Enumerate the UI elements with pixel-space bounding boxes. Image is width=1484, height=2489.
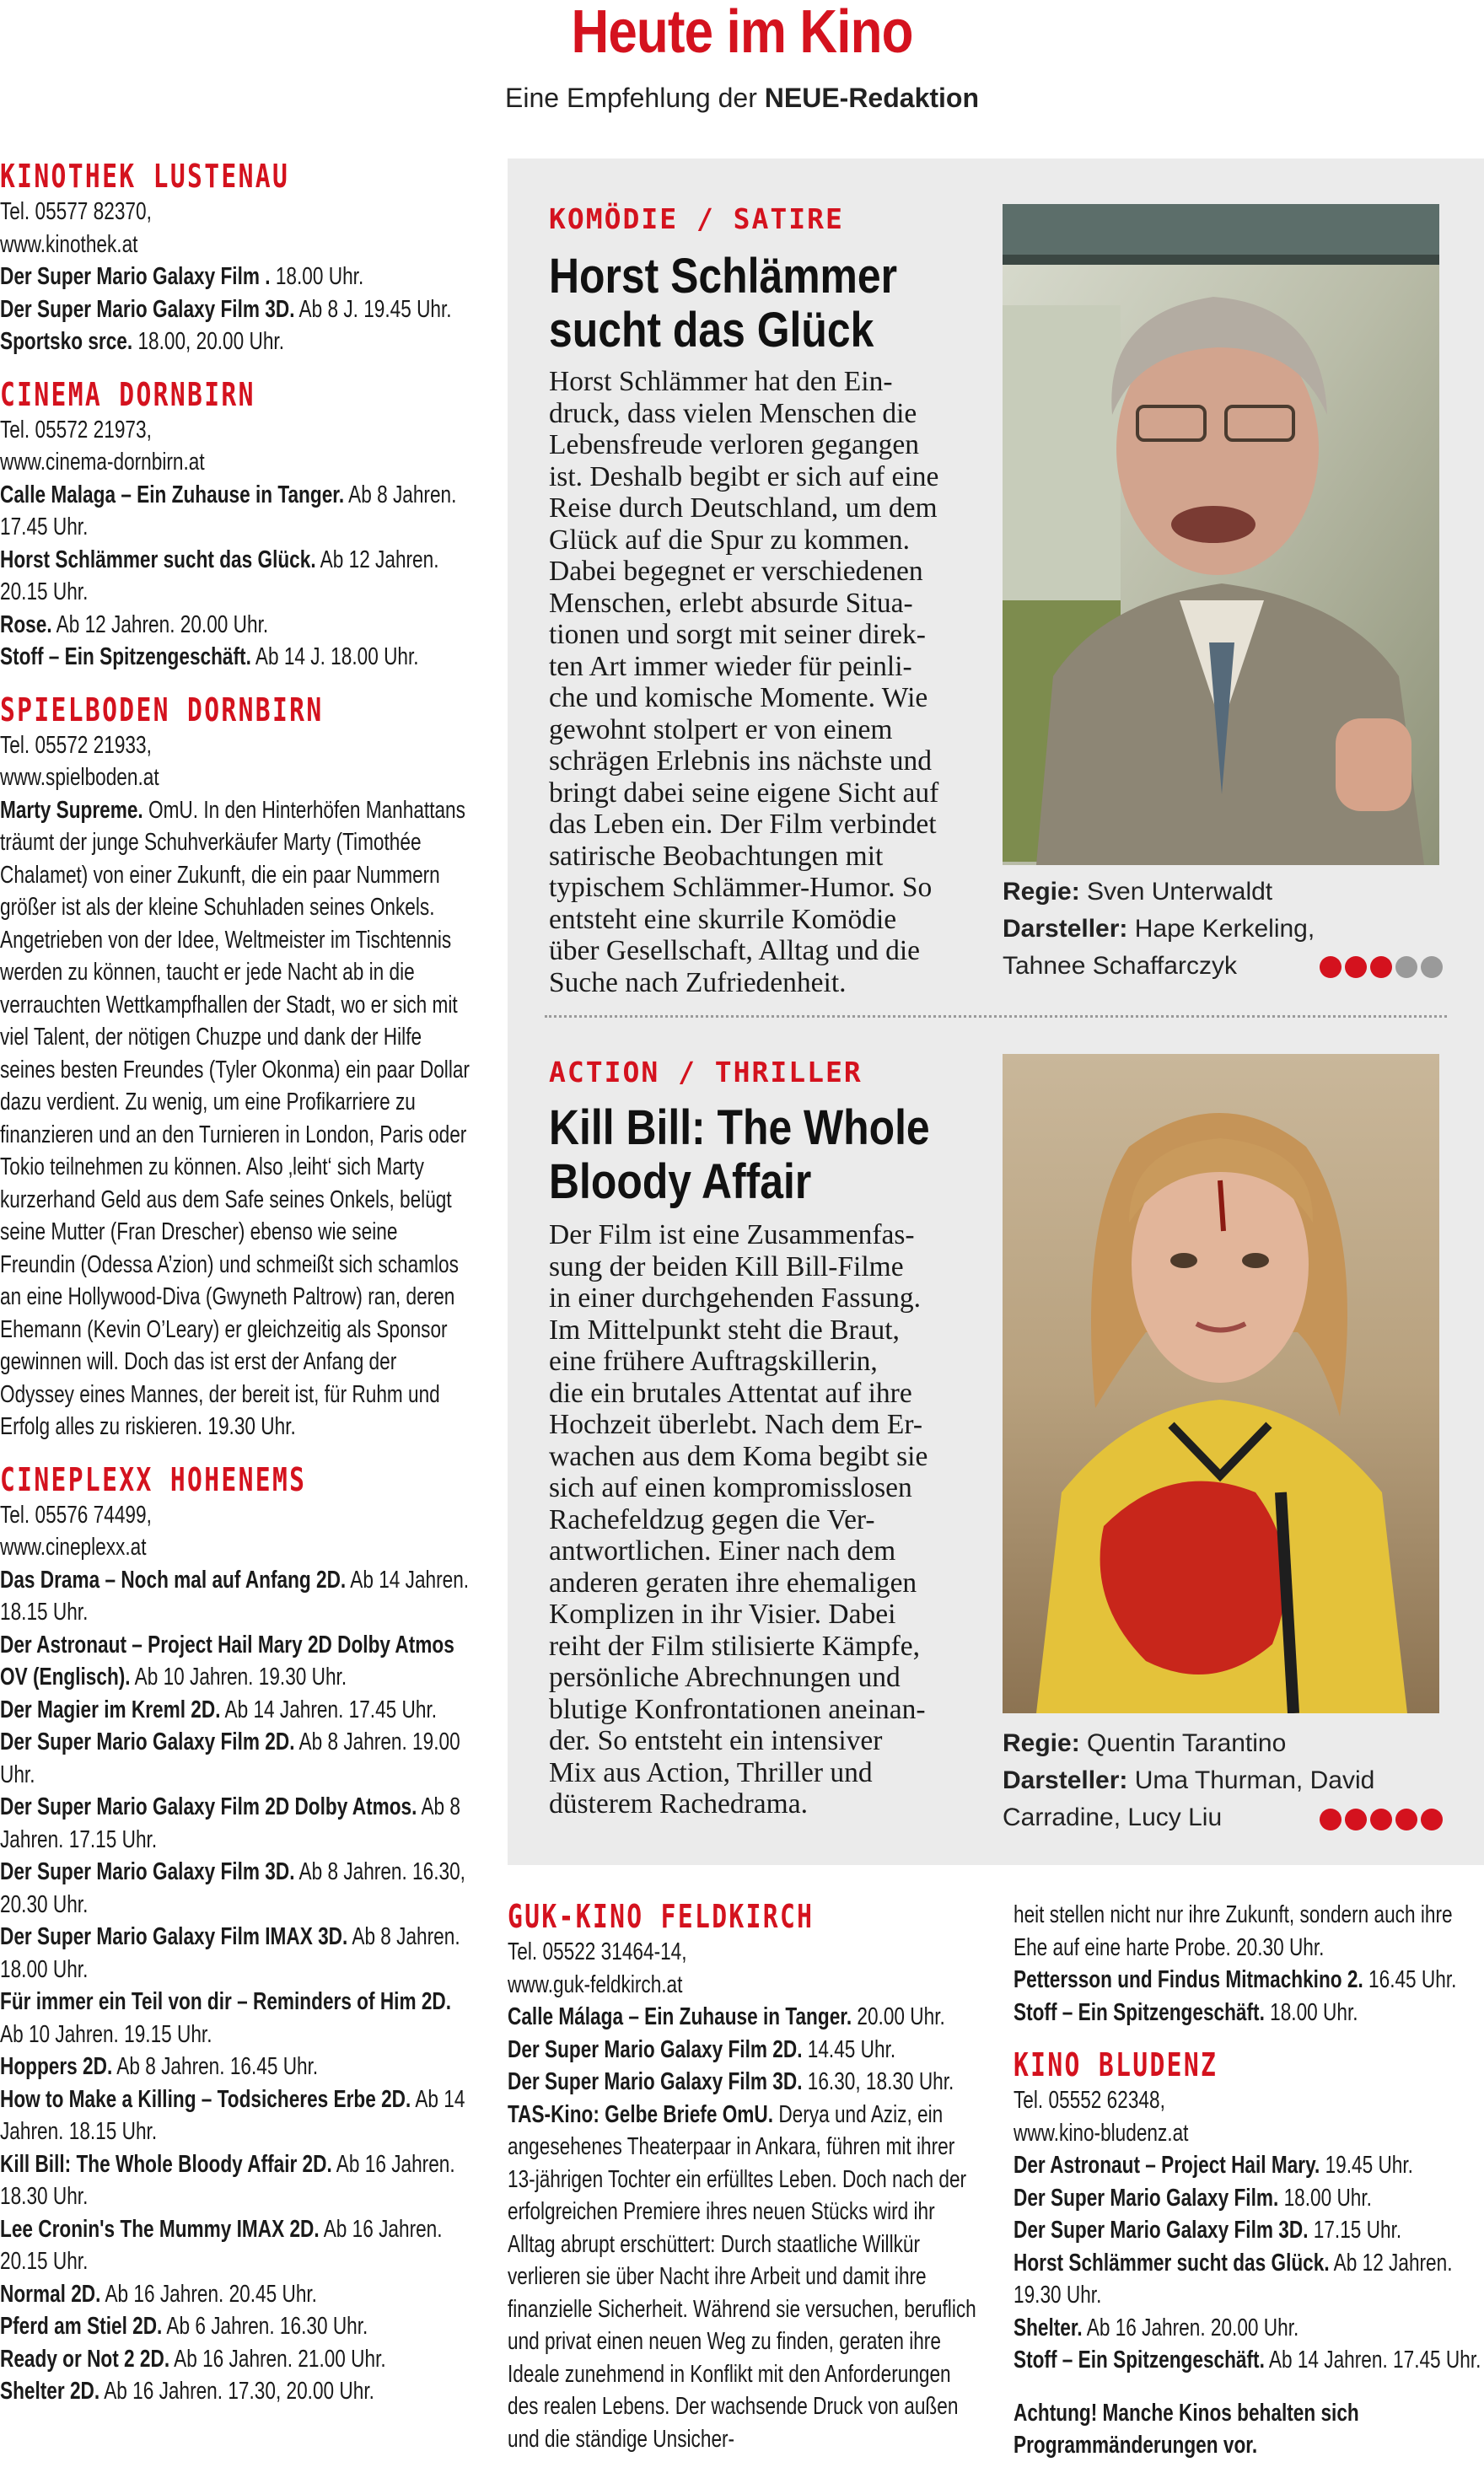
film-info: Ab 8 Jahren. 19.00 Uhr. [0, 1728, 460, 1788]
film-info: Ab 14 Jahren. 17.45 Uhr. [220, 1696, 438, 1723]
film-title: Stoff – Ein Spitzengeschäft. [0, 643, 251, 670]
description-line: schrägen Erlebnis ins nächste und [549, 745, 932, 777]
cinema-block [0, 692, 472, 1443]
credit-darsteller-cont: Carradine, Lucy Liu [1003, 1804, 1223, 1831]
rating-dot-empty [1395, 956, 1417, 978]
cinema-phone: Tel. 05572 21933, [0, 731, 152, 759]
film-info: 18.00 Uhr. [1264, 1998, 1358, 2026]
description-line: ist. Deshalb begibt er sich auf eine [549, 460, 939, 492]
featured-title: Horst Schlämmer sucht das Glück [549, 249, 898, 357]
film-title: Der Astronaut – Project Hail Mary 2D Dolby Atmos OV (Englisch). [0, 1631, 454, 1691]
film-entry [508, 2066, 980, 2099]
cinema-block [0, 377, 472, 674]
film-entry [0, 641, 472, 674]
film-entry [0, 2343, 472, 2376]
regie-value: Quentin Tarantino [1079, 1729, 1287, 1757]
film-entry [0, 794, 472, 1443]
credit-darsteller-cont: Tahnee Schaffarczyk [1003, 952, 1237, 980]
film-info: Ab 12 Jahren. 19.30 Uhr. [1014, 2249, 1453, 2309]
film-title: Shelter. [1014, 2314, 1083, 2341]
rating-dot-filled [1345, 1809, 1367, 1830]
film-info: 14.45 Uhr. [802, 2035, 896, 2063]
film-entry [0, 2213, 472, 2278]
cinema-phone: Tel. 05552 62348, [1014, 2087, 1165, 2114]
description-line: Menschen, erlebt absurde Situa- [549, 587, 913, 619]
darsteller-label: Darsteller: [1003, 915, 1128, 943]
subtitle-prefix: Eine Empfehlung der [505, 83, 765, 113]
description-line: in einer durchgehenden Fassung. [549, 1282, 921, 1314]
film-info: Derya und Aziz, ein angesehenes Theaterpaar in Ankara, führen mit ihrer 13-jährigen Tochter ein erfülltes Leben. Doch nach der erfolgreichen Premiere ihres neuen Stücks wird ihr Alltag abrupt erschüttert: Durch staatliche Willkür verlieren sie über Nacht ihre Arbeit und damit ihre finanzielle Sicherheit. Während sie versuchen, beruflich und privat einen neuen Weg zu finden, geraten ihre Ideale zunehmend in Konflikt mit den Anforderungen des realen Lebens. Der wachsende Druck von außen und die ständige Unsicher- [508, 2100, 976, 2453]
film-entry [0, 325, 472, 358]
rating-dot-filled [1345, 956, 1367, 978]
description-line: typischem Schlämmer-Humor. So [549, 872, 933, 903]
film-title: Stoff – Ein Spitzengeschäft. [1014, 2347, 1265, 2373]
description-line: Mix aus Action, Thriller und [549, 1756, 873, 1788]
rating-dots [1320, 956, 1443, 978]
cinema-website: www.spielboden.at [0, 764, 159, 791]
credit-darsteller [1003, 1762, 1374, 1799]
film-info: Ab 8 Jahren. 18.00 Uhr. [0, 1923, 460, 1983]
cinema-block [0, 1462, 472, 2408]
film-title: Der Super Mario Galaxy Film 2D. [508, 2035, 803, 2063]
film-title: Der Super Mario Galaxy Film 3D. [1014, 2217, 1309, 2244]
program-change-notice: Achtung! Manche Kinos behalten sich Programmänderungen vor. [1014, 2399, 1359, 2459]
description-line: ten Art immer wieder für peinli- [549, 650, 912, 682]
cinema-website: www.cineplexx.at [0, 1534, 147, 1561]
film-title: Calle Malaga – Ein Zuhause in Tanger. [0, 481, 345, 508]
film-entry [0, 2310, 472, 2343]
film-info: 18.00 Uhr. [270, 263, 364, 290]
listing-continuation: heit stellen nicht nur ihre Zukunft, sondern auch ihre Ehe auf eine harte Probe. 20.30 Uhr. [1014, 1901, 1453, 1961]
featured-genre: ACTION / THRILLER [549, 1056, 863, 1089]
actor-photo-image [1003, 204, 1439, 865]
rating-dot-filled [1370, 956, 1392, 978]
film-info: Ab 16 Jahren. 20.00 Uhr. [1082, 2314, 1299, 2341]
description-line: eine frühere Auftragskillerin, [549, 1346, 878, 1377]
cinema-website: www.guk-feldkirch.at [508, 1970, 683, 1998]
description-line: druck, dass vielen Menschen die [549, 397, 917, 429]
cinema-listings-right [1014, 1899, 1484, 2462]
film-info: 19.45 Uhr. [1320, 2152, 1413, 2179]
cinema-phone: Tel. 05572 21973, [0, 416, 152, 444]
film-info: Ab 16 Jahren. 20.15 Uhr. [0, 2215, 443, 2275]
film-title: Rose. [0, 610, 52, 638]
description-line: über Gesellschaft, Alltag und die [549, 935, 921, 966]
film-info: Ab 8 Jahren. 17.45 Uhr. [0, 481, 457, 540]
description-line: bringt dabei seine eigene Sicht auf [549, 777, 939, 809]
film-title: Der Super Mario Galaxy Film. [1014, 2184, 1279, 2212]
film-entry [0, 1921, 472, 1986]
cinema-phone: Tel. 05522 31464-14, [508, 1938, 687, 1965]
cinema-listings-left [0, 159, 472, 2427]
film-entry [0, 1564, 472, 1629]
film-entry [508, 2099, 980, 2456]
credit-darsteller [1003, 911, 1315, 948]
cinema-phone: Tel. 05576 74499, [0, 1501, 152, 1529]
cinema-website: www.cinema-dornbirn.at [0, 449, 205, 476]
film-entry [0, 609, 472, 642]
film-title: Das Drama – Noch mal auf Anfang 2D. [0, 1566, 347, 1594]
page-subtitle [0, 81, 1484, 115]
cinema-block [0, 159, 472, 358]
film-entry [1014, 2182, 1484, 2215]
regie-label: Regie: [1003, 878, 1080, 906]
film-title: Der Magier im Kreml 2D. [0, 1696, 221, 1723]
film-title: Sportsko srce. [0, 328, 133, 355]
film-info: Ab 16 Jahren. 17.30, 20.00 Uhr. [99, 2378, 374, 2405]
cinema-website: www.kino-bludenz.at [1014, 2119, 1189, 2147]
description-line: Reise durch Deutschland, um dem [549, 492, 938, 524]
cinema-block [508, 1899, 980, 2455]
description-line: düsterem Rachedrama. [549, 1788, 808, 1820]
film-entry [0, 1986, 472, 2051]
featured-photo-killbill [1003, 1054, 1439, 1713]
description-line: Im Mittelpunkt steht die Braut, [549, 1314, 900, 1346]
film-info: Ab 8 J. 19.45 Uhr. [294, 295, 452, 323]
featured-description [549, 366, 1004, 998]
film-title: Calle Málaga – Ein Zuhause in Tanger. [508, 2003, 852, 2030]
film-title: Ready or Not 2 2D. [0, 2345, 170, 2373]
cinema-phone: Tel. 05577 82370, [0, 198, 152, 225]
description-line: sich auf einen kompromisslosen [549, 1472, 912, 1503]
film-info: Ab 10 Jahren. 19.30 Uhr. [130, 1664, 347, 1691]
film-entry [0, 479, 472, 544]
description-line: entsteht eine skurrile Komödie [549, 903, 897, 935]
description-line: che und komische Momente. Wie [549, 682, 928, 713]
film-title: Kill Bill: The Whole Bloody Affair 2D. [0, 2150, 332, 2178]
description-line: die ein brutales Attentat auf ihre [549, 1377, 912, 1409]
featured-genre: KOMÖDIE / SATIRE [549, 202, 844, 235]
film-entry [1014, 2214, 1484, 2247]
film-entry [0, 2051, 472, 2083]
rating-dot-filled [1320, 956, 1342, 978]
film-info: OmU. In den Hinterhöfen Manhattans träumt der junge Schuhverkäufer Marty (Timothée Chalamet) von einer Zukunft, die ein paar Nummern größer ist als der kleine Schuhladen seines Onkels. Angetrieben von der Idee, Weltmeister im Tischtennis werden zu können, taucht er jede Nacht ab in die verrauchten Wettkampfhallen der Stadt, wo er sich mit viel Talent, der nötigen Chuzpe und dank der Hilfe seines besten Freundes (Tyler Okonma) ein paar Dollar dazu verdient. Zu wenig, um eine Profikarriere zu finanzieren und an den Turnieren in London, Paris oder Tokio teilnehmen zu können. Also ‚leiht‘ sich Marty kurzerhand Geld aus dem Safe seines Onkels, belügt seine Mutter (Fran Drescher) ebenso wie seine Freundin (Odessa A’zion) und schmeißt sich schamlos an eine Hollywood-Diva (Gwyneth Paltrow) ran, deren Ehemann (Kevin O’Leary) er gleichzeitig als Sponsor gewinnen will. Doch das ist erst der Anfang der Odyssey eines Mannes, der bereit ist, für Ruhm und Erfolg alles zu riskieren. 19.30 Uhr. [0, 796, 470, 1440]
film-entry [1014, 1997, 1484, 2029]
cinema-block [1014, 2047, 1484, 2377]
film-entry [0, 1629, 472, 1694]
film-info: Ab 16 Jahren. 18.30 Uhr. [0, 2150, 455, 2210]
film-entry [0, 544, 472, 609]
film-info: Ab 16 Jahren. 21.00 Uhr. [169, 2345, 386, 2373]
film-title: TAS-Kino: Gelbe Briefe OmU. [508, 2100, 774, 2128]
film-title: Hoppers 2D. [0, 2053, 113, 2080]
film-title: Der Super Mario Galaxy Film 2D. [0, 1728, 295, 1755]
film-info: Ab 6 Jahren. 16.30 Uhr. [162, 2313, 368, 2340]
film-title: Horst Schlämmer sucht das Glück. [1014, 2249, 1330, 2277]
description-line: das Leben ein. Der Film verbindet [549, 809, 937, 840]
film-title: Der Super Mario Galaxy Film 2D Dolby Atmos. [0, 1793, 417, 1820]
film-info: 17.15 Uhr. [1308, 2217, 1402, 2244]
actor-photo-image [1003, 1054, 1439, 1713]
description-line: Dabei begegnet er verschiedenen [549, 556, 923, 587]
film-entry [1014, 2344, 1484, 2377]
film-entry [0, 2083, 472, 2148]
film-title: Der Super Mario Galaxy Film 3D. [0, 295, 295, 323]
film-title: Lee Cronin's The Mummy IMAX 2D. [0, 2215, 320, 2243]
description-line: persönliche Abrechnungen und [549, 1662, 901, 1693]
darsteller-label: Darsteller: [1003, 1766, 1128, 1794]
film-info: 16.45 Uhr. [1363, 1966, 1457, 1993]
film-info: Ab 12 Jahren. 20.00 Uhr. [51, 610, 269, 638]
credit-regie [1003, 1725, 1374, 1762]
film-title: Pettersson und Findus Mitmachkino 2. [1014, 1966, 1363, 1993]
film-title: Marty Supreme. [0, 796, 143, 824]
description-line: Glück auf die Spur zu kommen. [549, 524, 910, 556]
film-info: 16.30, 18.30 Uhr. [802, 2068, 954, 2095]
spacer [1014, 2029, 1484, 2047]
film-title: Horst Schlämmer sucht das Glück. [0, 546, 316, 573]
description-line: Lebensfreude verloren gegangen [549, 429, 920, 460]
description-line: blutige Konfrontationen aneinan- [549, 1693, 926, 1725]
film-title: Normal 2D. [0, 2280, 101, 2308]
film-entry [508, 2001, 980, 2034]
film-info: 20.00 Uhr. [852, 2003, 945, 2030]
film-info: 18.00, 20.00 Uhr. [132, 328, 284, 355]
film-title: Der Astronaut – Project Hail Mary. [1014, 2152, 1320, 2179]
film-entry [0, 261, 472, 293]
description-line: Suche nach Zufriedenheit. [549, 966, 847, 998]
film-title: Der Super Mario Galaxy Film IMAX 3D. [0, 1923, 348, 1950]
description-line: reiht der Film stilisierte Kämpfe, [549, 1630, 921, 1662]
film-entry [0, 1726, 472, 1791]
film-title: Pferd am Stiel 2D. [0, 2313, 163, 2340]
description-line: wachen aus dem Koma begibt sie [549, 1440, 928, 1472]
rating-dot-filled [1370, 1809, 1392, 1830]
film-entry [0, 2148, 472, 2213]
rating-dot-empty [1421, 956, 1443, 978]
credit-regie [1003, 874, 1315, 911]
rating-dot-filled [1320, 1809, 1342, 1830]
description-line: Der Film ist eine Zusammenfas- [549, 1219, 915, 1250]
cinema-listings-guk [508, 1899, 980, 2474]
description-line: Komplizen in ihr Visier. Dabei [549, 1599, 896, 1630]
film-entry [0, 1791, 472, 1856]
subtitle-publisher: NEUE-Redaktion [764, 83, 979, 113]
description-line: antwortlichen. Einer nach dem [549, 1535, 896, 1567]
featured-title: Kill Bill: The Whole Bloody Affair [549, 1100, 930, 1209]
cinema-name: SPIELBODEN DORNBIRN [0, 691, 324, 728]
featured-credits [1003, 874, 1315, 985]
featured-description [549, 1219, 1004, 1820]
description-line: anderen geraten ihre ehemaligen [549, 1567, 917, 1599]
film-title: Der Super Mario Galaxy Film 3D. [0, 1858, 295, 1885]
cinema-website: www.kinothek.at [0, 230, 138, 258]
description-line: tionen und sorgt mit seiner direk- [549, 619, 926, 650]
film-entry [0, 2278, 472, 2311]
film-info: Ab 8 Jahren. 16.30, 20.30 Uhr. [0, 1858, 465, 1918]
film-info: Ab 14 J. 18.00 Uhr. [250, 643, 419, 670]
page-title: Heute im Kino [571, 0, 913, 66]
darsteller-value: Hape Kerkeling, [1127, 915, 1315, 943]
film-entry [1014, 2247, 1484, 2312]
film-title: How to Make a Killing – Todsicheres Erbe 2D. [0, 2085, 411, 2113]
cinema-name: CINEMA DORNBIRN [0, 375, 255, 413]
film-info: 18.00 Uhr. [1278, 2184, 1372, 2212]
film-info: Ab 14 Jahren. 18.15 Uhr. [0, 1566, 470, 1626]
featured-photo-horst [1003, 204, 1439, 865]
film-entry [0, 293, 472, 326]
film-title: Für immer ein Teil von dir – Reminders of Him 2D. [0, 1988, 452, 2015]
section-divider [545, 1015, 1447, 1018]
film-info: Ab 10 Jahren. 19.15 Uhr. [0, 2020, 212, 2048]
film-info: Ab 16 Jahren. 20.45 Uhr. [100, 2280, 317, 2308]
regie-label: Regie: [1003, 1729, 1080, 1757]
film-info: Ab 8 Jahren. 16.45 Uhr. [112, 2053, 319, 2080]
rating-dots [1320, 1809, 1443, 1830]
film-info: Ab 14 Jahren. 17.45 Uhr. [1264, 2347, 1481, 2373]
rating-dot-filled [1421, 1809, 1443, 1830]
description-line: Horst Schlämmer hat den Ein- [549, 366, 893, 397]
film-info: Ab 8 Jahren. 17.15 Uhr. [0, 1793, 460, 1853]
rating-dot-filled [1395, 1809, 1417, 1830]
cinema-name: KINOTHEK LUSTENAU [0, 158, 290, 195]
film-entry [1014, 2312, 1484, 2345]
film-title: Der Super Mario Galaxy Film . [0, 263, 271, 290]
description-line: Hochzeit überlebt. Nach dem Er- [549, 1409, 923, 1440]
film-entry [508, 2034, 980, 2067]
cinema-name: GUK-KINO FELDKIRCH [508, 1898, 815, 1935]
cinema-name: CINEPLEXX HOHENEMS [0, 1460, 307, 1498]
description-line: Rachefeldzug gegen die Ver- [549, 1503, 875, 1535]
regie-value: Sven Unterwaldt [1079, 878, 1273, 906]
darsteller-value: Uma Thurman, David [1127, 1766, 1375, 1794]
film-info: Ab 14 Jahren. 18.15 Uhr. [0, 2085, 465, 2145]
description-line: der. So entsteht ein intensiver [549, 1725, 883, 1756]
film-entry [0, 2375, 472, 2408]
film-entry [0, 1694, 472, 1727]
film-title: Shelter 2D. [0, 2378, 100, 2405]
film-title: Der Super Mario Galaxy Film 3D. [508, 2068, 803, 2095]
film-entry [1014, 1964, 1484, 1997]
film-info: Ab 12 Jahren. 20.15 Uhr. [0, 546, 439, 605]
film-title: Stoff – Ein Spitzengeschäft. [1014, 1998, 1265, 2026]
film-entry [1014, 2149, 1484, 2182]
description-line: gewohnt stolpert er von einem [549, 713, 893, 745]
cinema-name: KINO BLUDENZ [1014, 2046, 1218, 2083]
film-entry [0, 1856, 472, 1921]
description-line: sung der beiden Kill Bill-Filme [549, 1250, 904, 1282]
description-line: satirische Beobachtungen mit [549, 840, 884, 872]
